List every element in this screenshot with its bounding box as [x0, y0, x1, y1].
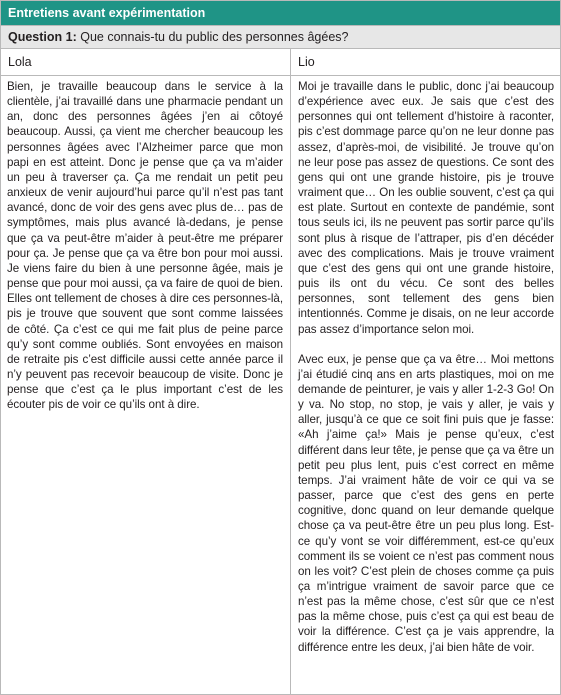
- lio-response: [298, 79, 554, 655]
- column-header-lio: Lio: [298, 55, 315, 69]
- lio-paragraph-1: Moi je travaille dans le public, donc j’ai beaucoup d’expérience avec eux. Je sais que c’est des personnes qui ont tellement d’histoire à raconter, pis c’est dommage parce qu’on ne leur donne pas assez, d’après-moi, de visibilité. Je trouve qu’on ne leur pose pas assez de questions. Ce sont des gens qui ont une grande histoire, pis je trouve vraiment que… On les oublie souvent, c’est ça qui est plate. Surtout en contexte de pandémie, sont tous seuls ici, ils ne peuvent pas sortir parce qu’ils sont plus à risque de l’attraper, pis d’en décéder avec des complications. Mais je trouve vraiment que c’est des gens qui ont une grande histoire, puis ils ont du vécu. Ce sont des belles personnes, sont tellement des gens bien intentionnés. Comme je disais, on ne leur accorde pas assez d’importance selon moi.: [298, 80, 554, 336]
- lio-paragraph-2: Avec eux, je pense que ça va être… Moi mettons j’ai étudié cinq ans en arts plastiques, moi on me demande de peinturer, je vais y aller 1-2-3 Go! On y va. No stop, no stop, je vais y aller, je vais y aller, jusqu’à ce que ce soit fini puis que je fasse: «Ah j’aime ça!» Mais je pense qu’eux, c’est différent dans leur tête, je pense que ça va être un petit peu plus lent, puis c’est correct en même temps. J’ai vraiment hâte de voir ce qui va se passer, parce que c’est des gens en perte cognitive, donc quand on leur demande quelque chose ça va peut-être être un peu plus long. Est-ce qu’y vont se voir différemment, est-ce qu’eux comment ils se voient ce n’est pas comment nous on les voit? C’est plein de choses comme ça puis ça m’intrigue vraiment de savoir parce que ce n’est pas la même chose, c’est sûr que ce n’est pas la même chose, puis c’est ça qui est beau de voir la différence. C’est ça je vais apprendre, la différence entre les deux, j’ai bien hâte de voir.: [298, 352, 554, 654]
- question-label: Question 1:: [8, 30, 77, 44]
- lola-paragraph-1: Bien, je travaille beaucoup dans le service à la clientèle, j’ai travaillé dans une pharmacie pendant un an, donc des personnes âgées j’en ai côtoyé beaucoup. Aussi, ça vient me chercher beaucoup les personnes âgées avec l’Alzheimer parce que mon papi en est atteint. Donc je pense que ça va m’aider un peu à traverser ça. Ça me rendait un petit peu anxieux de venir aujourd’hui parce qu’il n’est pas tant avancé, donc de voir des gens avec plus de… pas de symptômes, mais plus avancé là-dedans, je pense que ça va peut-être m’aider à peut-être me préparer pour ça. Je pense que ça va être bon pour moi aussi. Je viens faire du bien à une personne âgée, mais je pense que pour moi aussi, ça va faire de quoi de bien. Elles ont tellement de choses à dire ces personnes-là, pis je trouve que souvent que sont comme laissées de côté. Ça c’est ce qui me fait plus de peine parce qu’y sont comme oubliés. Sont envoyées en maison de retraite pis c’est difficile aussi cette année parce il n’y peuvent pas recevoir beaucoup de visite. Donc je pense que c’est ça le plus important c’est de les écouter pis de voir ce qu’ils ont à dire.: [7, 80, 283, 412]
- table-title: Entretiens avant expérimentation: [1, 1, 560, 25]
- column-header-lola: Lola: [8, 55, 32, 69]
- question-row: [1, 25, 560, 49]
- lola-response: [7, 79, 283, 412]
- column-header-row: [1, 49, 560, 76]
- question-text: Que connais-tu du public des personnes âgées?: [76, 30, 349, 44]
- column-divider: [290, 49, 291, 694]
